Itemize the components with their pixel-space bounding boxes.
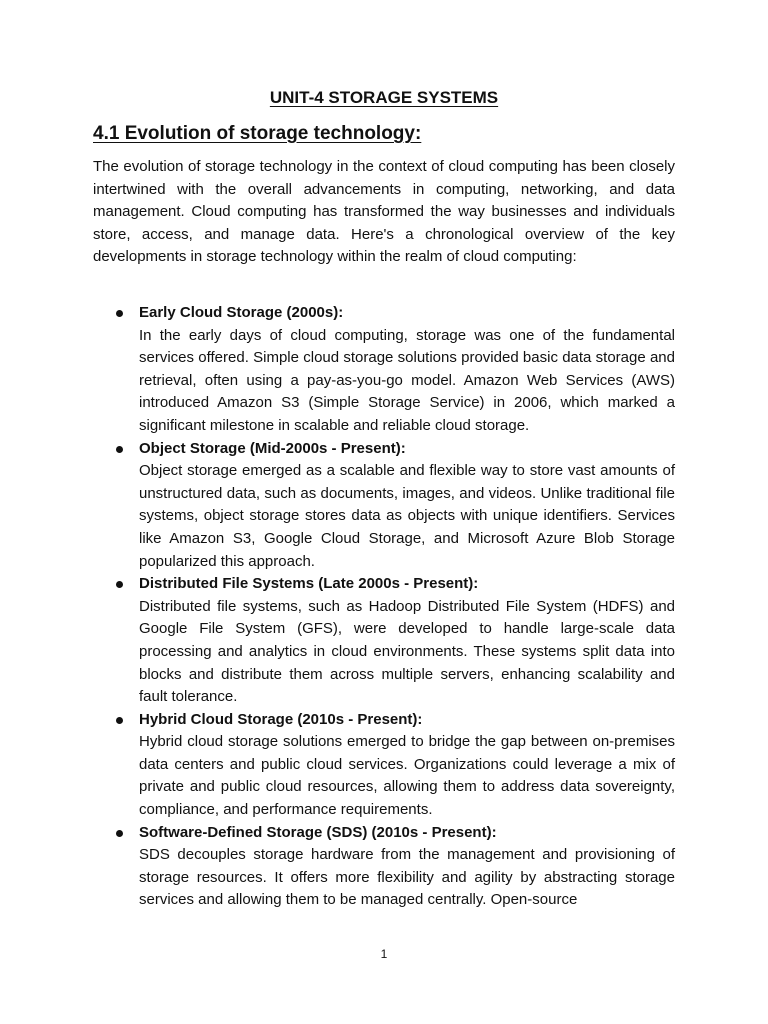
bullet-title: Hybrid Cloud Storage (2010s - Present): (139, 710, 423, 728)
bullet-title: Distributed File Systems (Late 2000s - Present): (139, 575, 479, 593)
bullet-item-object-storage (93, 438, 675, 574)
bullet-item-distributed-file-systems (93, 573, 675, 709)
bullet-item-hybrid-cloud-storage (93, 709, 675, 822)
bullet-title: Software-Defined Storage (SDS) (2010s - Present): (139, 823, 497, 841)
bullet-body: SDS decouples storage hardware from the management and provisioning of storage resources. It offers more flexibility and agility by abstracting storage services and allowing them to be managed centrally. Open-source (139, 846, 675, 909)
intro-paragraph: The evolution of storage technology in the context of cloud computing has been closely intertwined with the overall advancements in computing, networking, and data management. Cloud computing has transformed the way businesses and individuals store, access, and manage data. Here's a chronological overview of the key developments in storage technology within the realm of cloud computing: (93, 158, 675, 266)
bullet-item-software-defined-storage (93, 822, 675, 912)
bullet-list (93, 302, 675, 912)
bullet-body: Hybrid cloud storage solutions emerged to bridge the gap between on-premises data centers and public cloud services. Organizations could leverage a mix of private and public cloud resources, allowing them to address data sovereignty, compliance, and performance requirements. (139, 733, 675, 819)
page-number: 1 (380, 947, 388, 961)
bullet-title: Object Storage (Mid-2000s - Present): (139, 439, 406, 457)
bullet-body: Object storage emerged as a scalable and flexible way to store vast amounts of unstructured data, such as documents, images, and videos. Unlike traditional file systems, object storage stores data as objects with unique identifiers. Services like Amazon S3, Google Cloud Storage, and Microsoft Azure Blob Storage popularized this approach. (139, 462, 675, 570)
bullet-icon (116, 830, 123, 837)
bullet-body: In the early days of cloud computing, storage was one of the fundamental services offered. Simple cloud storage solutions provided basic data storage and retrieval, often using a pay-as-you-go model. Amazon Web Services (AWS) introduced Amazon S3 (Simple Storage Service) in 2006, which marked a significant milestone in scalable and reliable cloud storage. (139, 326, 675, 434)
section-heading: 4.1 Evolution of storage technology: (93, 123, 422, 144)
document-title: UNIT-4 STORAGE SYSTEMS (269, 88, 499, 107)
bullet-icon (116, 446, 123, 453)
bullet-body: Distributed file systems, such as Hadoop Distributed File System (HDFS) and Google File System (GFS), were developed to handle large-scale data processing and analytics in cloud environments. These systems split data into blocks and distribute them across multiple servers, enhancing scalability and fault tolerance. (139, 597, 675, 706)
bullet-icon (116, 310, 123, 317)
bullet-icon (116, 717, 123, 724)
bullet-title: Early Cloud Storage (2000s): (139, 304, 344, 321)
bullet-icon (116, 581, 123, 588)
bullet-item-early-cloud-storage (93, 302, 675, 438)
